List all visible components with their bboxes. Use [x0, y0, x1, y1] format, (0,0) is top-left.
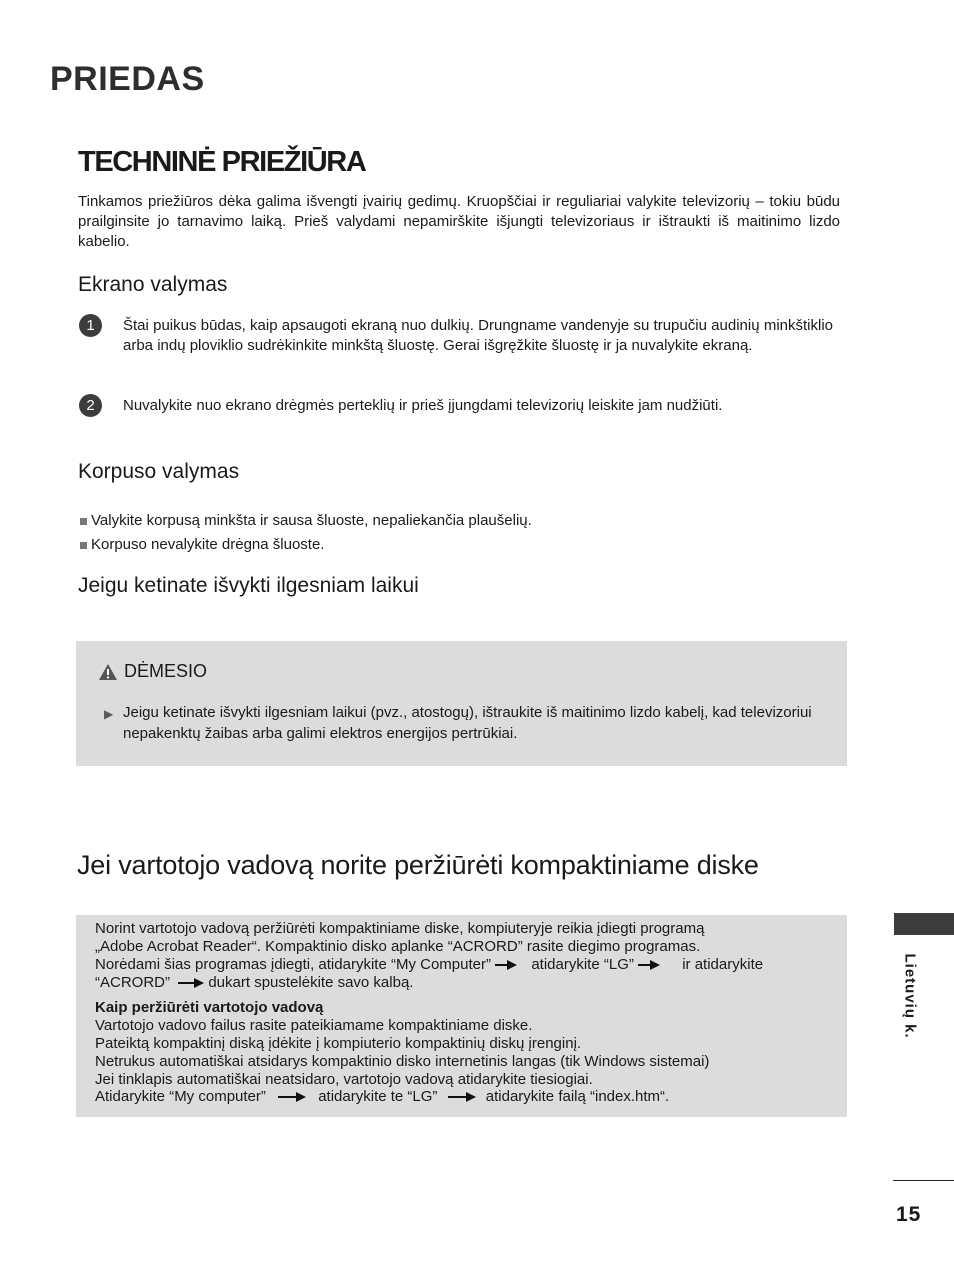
list-item-text: Korpuso nevalykite drėgna šluoste. [91, 536, 325, 553]
cd-text-line: Vartotojo vadovo failus rasite pateikiamame kompaktiniame diske. [95, 1017, 533, 1034]
cd-text-line: Netrukus automatiškai atsidarys kompaktinio disko internetinis langas (tik Windows sistemai) [95, 1053, 710, 1070]
section-title: PRIEDAS [50, 60, 205, 98]
arrow-right-icon [178, 978, 204, 988]
cd-text-line: Pateiktą kompaktinį diską įdėkite į kompiuterio kompaktinių diskų įrenginį. [95, 1035, 582, 1052]
screen-cleaning-heading: Ekrano valymas [78, 273, 228, 296]
cd-text-span: ir atidarykite [682, 956, 764, 973]
page-number: 15 [896, 1203, 922, 1226]
list-item [80, 535, 324, 555]
cd-text-line: Norint vartotojo vadovą peržiūrėti kompaktiniame diske, kompiuteryje reikia įdiegti programą [95, 920, 705, 937]
triangle-bullet-icon: ▶ [104, 707, 114, 721]
caution-text: Jeigu ketinate išvykti ilgesniam laikui (pvz., atostogų), ištraukite iš maitinimo lizdo kabelį, kad televizoriui nepakenktų žaibas arba galimi elektros energijos pertrūkiai. [123, 704, 812, 742]
language-tab-marker [894, 913, 954, 935]
caution-header [98, 661, 207, 682]
step-text: Nuvalykite nuo ekrano drėgmės perteklių ir prieš įjungdami televizorių leiskite jam nudžiūti. [123, 397, 723, 414]
cd-text-span: Atidarykite “My computer” [95, 1088, 266, 1105]
cd-text-span: dukart spustelėkite savo kalbą. [208, 974, 414, 991]
cd-text-line [95, 956, 763, 974]
page-title: TECHNINĖ PRIEŽIŪRA [78, 146, 366, 178]
arrow-right-icon [278, 1092, 306, 1102]
square-bullet-icon [80, 518, 87, 525]
cd-text-span: Norėdami šias programas įdiegti, atidarykite “My Computer” [95, 956, 491, 973]
cd-manual-heading: Jei vartotojo vadovą norite peržiūrėti kompaktiniame diske [77, 850, 759, 880]
intro-paragraph: Tinkamos priežiūros dėka galima išvengti įvairių gedimų. Kruopščiai ir reguliariai valykite televizorių – tokiu būdu prailginsite jo tarnavimo laiką. Prieš valydami nepamirškite išjungti televizoriaus ir ištraukti iš maitinimo lizdo kabelio. [78, 193, 840, 250]
arrow-right-icon [638, 960, 660, 970]
square-bullet-icon [80, 542, 87, 549]
step-number-badge: 1 [79, 314, 102, 337]
cd-text-span: atidarykite te “LG” [318, 1088, 438, 1105]
arrow-right-icon [495, 960, 517, 970]
list-item [80, 511, 532, 531]
cd-text-line [95, 974, 413, 992]
page-number-divider [893, 1180, 954, 1181]
caution-box [76, 641, 847, 766]
list-item-text: Valykite korpusą minkšta ir sausa šluoste, nepaliekančia plaušelių. [91, 512, 532, 529]
cd-instructions-box [76, 915, 847, 1117]
cd-subheading: Kaip peržiūrėti vartotojo vadovą [95, 999, 324, 1016]
extended-absence-heading: Jeigu ketinate išvykti ilgesniam laikui [78, 574, 419, 597]
cd-text-line [95, 1088, 669, 1106]
arrow-right-icon [448, 1092, 476, 1102]
cd-text-span: atidarykite “LG” [531, 956, 634, 973]
cd-text-line: „Adobe Acrobat Reader“. Kompaktinio disko aplanke “ACRORD” rasite diegimo programas. [95, 938, 701, 955]
language-tab-label: Lietuvių k. [901, 953, 919, 1039]
body-cleaning-heading: Korpuso valymas [78, 460, 240, 483]
cd-text-span: “ACRORD” [95, 974, 170, 991]
cd-text-span: atidarykite failą “index.htm“. [485, 1088, 670, 1105]
caution-label: DĖMESIO [124, 661, 208, 681]
step-number-badge: 2 [79, 394, 102, 417]
cd-text-line: Jei tinklapis automatiškai neatsidaro, vartotojo vadovą atidarykite tiesiogiai. [95, 1071, 593, 1088]
warning-triangle-icon [98, 663, 118, 681]
step-text: Štai puikus būdas, kaip apsaugoti ekraną nuo dulkių. Drungname vandenyje su trupučiu audinių minkštiklio arba indų ploviklio sudrėkinkite minkštą šluostę. Gerai išgręžkite šluostę ir ja nuvalykite ekraną. [123, 317, 833, 354]
